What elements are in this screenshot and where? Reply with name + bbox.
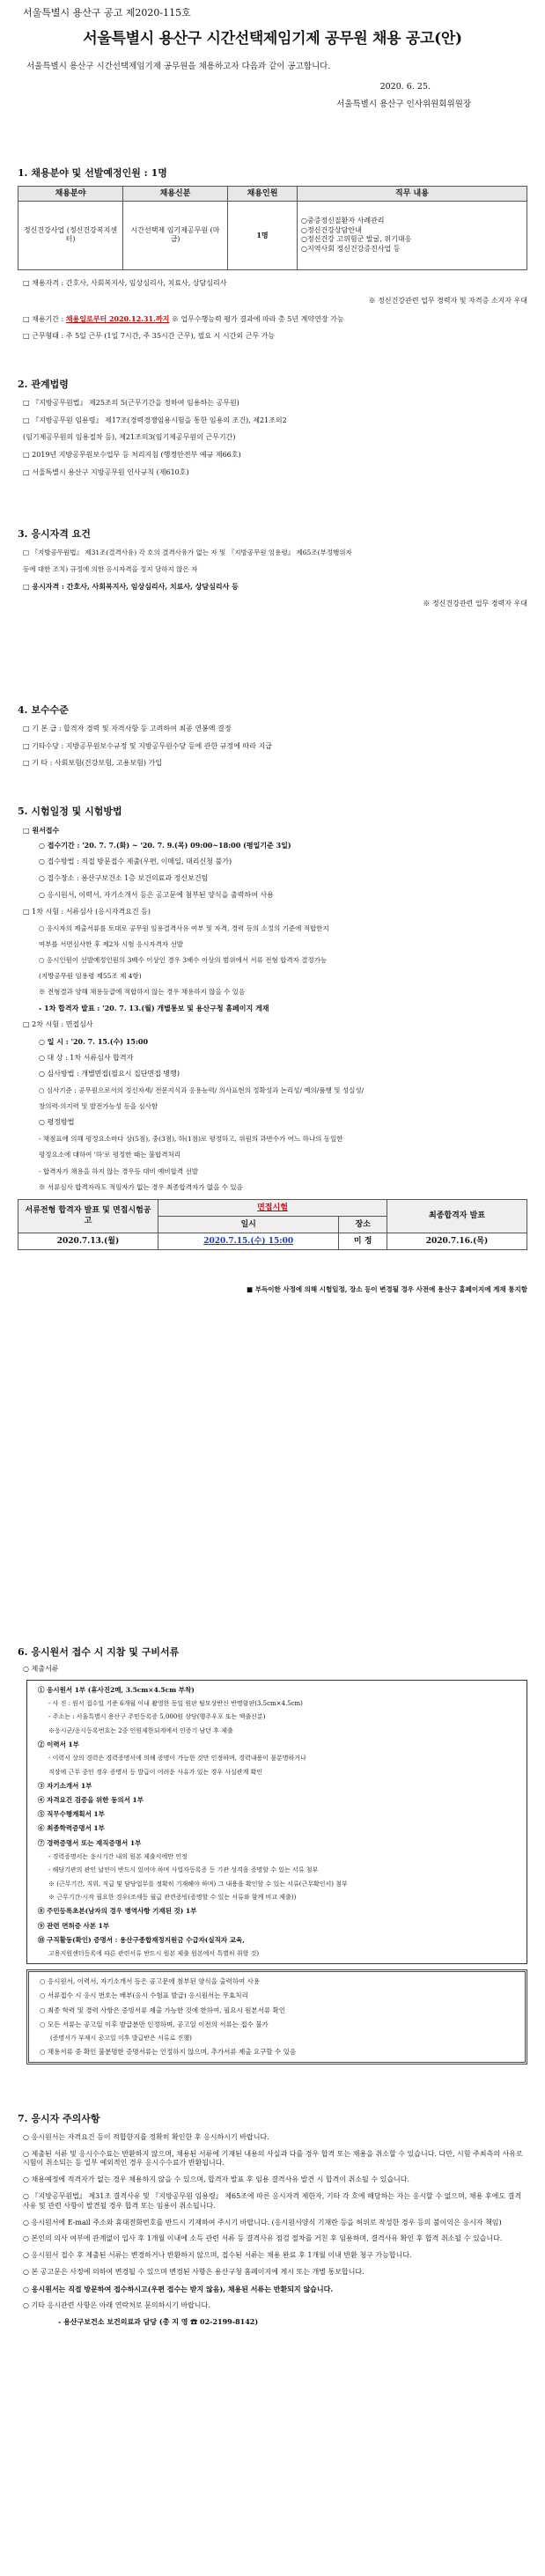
section-precautions bbox=[18, 2113, 527, 2334]
contact-info: - 용산구보건소 보건의료과 담당 (총 지 영 ☎ 02-2199-8142) bbox=[58, 2317, 259, 2327]
list-item: ○ 접수방법 : 직접 방문접수 제출(우편, 이메일, 대리신청 불가) bbox=[39, 857, 232, 866]
note-item: ○ 서류접수 시 응시 번호는 배부(응시 수험표 발급) 응시원서는 무효처리 bbox=[40, 1991, 248, 2000]
final-result-date: 2020.7.16.(목) bbox=[387, 1233, 527, 1250]
document-detail: - 해당기관의 관인 날인이 반드시 있어야 하며 사업자등록증 등 기관 성격을 증명할 수 있는 서류 첨부 bbox=[48, 1866, 319, 1874]
list-item: □ 『지방공무원법』 제25조의 5(근무기간을 정하여 임용하는 공무원) bbox=[23, 398, 239, 407]
section-documents bbox=[18, 1646, 527, 2064]
section-title: 4. 보수수준 bbox=[18, 704, 69, 716]
period-label: □ 채용기간 : bbox=[23, 314, 64, 323]
document-detail: ※ (근무기간, 직위, 직급 및 담당업무를 정확히 기재해야 하며) 그 내용을 확인할 수 있는 서류(근무확인서) 첨부 bbox=[48, 1880, 348, 1888]
list-item: ※ 정신건강관련 업무 경력자 우대 bbox=[423, 599, 527, 607]
sub-heading: □ 1차 시험 : 서류심사 (응시자격요건 등) bbox=[23, 907, 151, 916]
interview-time-header: 일시 bbox=[158, 1216, 339, 1233]
schedule-change-notice: ■ 부득이한 사정에 의해 시험일정, 장소 등이 변경될 경우 사전에 용산구 홈페이지에 게재 통지함 bbox=[247, 1285, 527, 1294]
precaution-item: ○ 『지방공무원법』 제31조 결격사유 및 『지방공무원 임용령』 제65조에 따른 응시자격 제한자, 기타 각 호에 해당하는 자는 응시할 수 없으며, 채용 후에도 결격사유 및 관련 사항이 발견될 경우 합격 또는 임용이 취소됩니다. bbox=[23, 2192, 522, 2210]
list-item: □ 채용자격 : 간호사, 사회복지사, 임상심리사, 치료사, 상담심리사 bbox=[23, 278, 227, 287]
document-item: ⑥ 최종학력증명서 1부 bbox=[38, 1824, 105, 1833]
issuing-organization: 서울특별시 용산구 인사위원회위원장 bbox=[336, 99, 471, 110]
section-title: 5. 시험일정 및 시험방법 bbox=[18, 806, 122, 817]
precaution-item: ○ 응시원서에 E-mail 주소와 휴대전화번호를 반드시 기재하여 주시기 바랍니다. (응시원서양식 기재란 등을 허위로 작성한 경우 등의 불이익은 응시자 책임) bbox=[23, 2218, 502, 2226]
documents-box bbox=[26, 1680, 527, 1965]
section-title: 3. 응시자격 요건 bbox=[18, 528, 91, 540]
list-item: ○ 평정방법 bbox=[39, 1118, 75, 1127]
document-item: ① 응시원서 1부 (휴사진2매, 3.5cm×4.5cm 부착) bbox=[38, 1685, 195, 1694]
count-cell: 1명 bbox=[228, 201, 298, 269]
document-detail: ※ 근무기간·시작 필요한 경우(조세등 월급 관련증빙(증명할 수 있는 서류와 함께 비교 제출)) bbox=[48, 1894, 297, 1902]
document-item: ② 이력서 1부 bbox=[38, 1741, 79, 1749]
list-item: □ 기타수당 : 지방공무원보수규정 및 지방공무원수당 등에 관한 규정에 따라 지급 bbox=[23, 741, 272, 750]
document-item: ④ 자격요건 검증을 위한 동의서 1부 bbox=[38, 1796, 144, 1805]
document-item: ③ 자기소개서 1부 bbox=[38, 1782, 92, 1791]
schedule-table bbox=[18, 1199, 527, 1250]
page-title: 서울특별시 용산구 시간선택제임기제 공무원 채용 공고(안) bbox=[83, 29, 462, 48]
field-cell: 정신건강사업 (정신건강복지센터) bbox=[18, 201, 123, 269]
section-title: 7. 응시자 주의사항 bbox=[18, 2113, 100, 2124]
precaution-item: ○ 기타 응시관련 사항은 아래 연락처로 문의하시기 바랍니다. bbox=[23, 2300, 210, 2309]
interview-place: 미 정 bbox=[339, 1233, 387, 1250]
col-header: 채용분야 bbox=[18, 186, 123, 201]
interview-time: 2020.7.15.(수) 15:00 bbox=[158, 1233, 339, 1250]
list-item: ○ 일 시 : '20. 7. 15.(수) 15:00 bbox=[39, 1036, 149, 1046]
document-detail: 고용지원센터등록에 따른 관련서류 반드시 원본 제출 원본에서 특별히 취할 것) bbox=[48, 1949, 260, 1957]
col-header: 직무 내용 bbox=[298, 186, 527, 201]
list-item: (지방공무원 임용령 제55조 제 4항) bbox=[39, 972, 142, 980]
list-item: ※ 정신건강관련 업무 경력자 및 자격증 소지자 우대 bbox=[368, 296, 527, 305]
interview-place-header: 장소 bbox=[339, 1216, 387, 1233]
col-header: 채용신분 bbox=[123, 186, 228, 201]
final-result-header: 최종합격자 발표 bbox=[387, 1199, 527, 1233]
list-item: ○ 응시원서, 이력서, 자기소개서 등은 공고문에 첨부된 양식을 출력하여 사용 bbox=[39, 891, 274, 900]
list-item: - 채점표에 의해 평정요소마다 상(5점), 중(3점), 하(1점)로 평정하고, 위원의 과반수가 어느 하나의 동일한 bbox=[39, 1135, 343, 1144]
section-laws bbox=[18, 379, 527, 478]
list-item: □ 기 타 : 사회보험(건강보험, 고용보험) 가입 bbox=[23, 759, 162, 768]
note-item: ○ 모든 서류는 공고일 이후 발급분만 인정하며, 공고일 이전의 서류는 접수 불가 bbox=[40, 2020, 269, 2028]
document-item: ⑧ 주민등록초본(남자의 경우 병역사항 기재된 것) 1부 bbox=[38, 1907, 197, 1916]
duty-item: ○정신건강 고위험군 발굴, 위기대응 bbox=[301, 235, 412, 244]
note-item: (증명서가 부재시 공고일 이후 발급받은 서류로 진행) bbox=[50, 2034, 192, 2042]
list-item: □ 2019년 지방공무원보수업무 등 처리지침 (행정안전부 예규 제66호) bbox=[23, 451, 241, 460]
document-detail: - 사 진 : 원서 접수일 기준 6개월 이내 촬영한 동일 원판 탈모상반신 반명함판(3.5cm×4.5cm) bbox=[48, 1699, 303, 1707]
document-detail: - 이력서 상의 경력은 경력증명서에 의해 증명이 가능한 것만 인정하며, 경력내용이 불분명하거나 bbox=[48, 1755, 306, 1763]
duties-cell bbox=[298, 201, 527, 269]
document-detail: 직장에 근무 중인 경우 증명서 등 발급이 어려운 사유가 있는 경우 사실관계 확인 bbox=[48, 1768, 263, 1776]
submission-notes-box bbox=[26, 1969, 527, 2064]
list-item: ○ 심사방법 : 개별면접(필요시 집단면접 병행) bbox=[39, 1070, 180, 1078]
recruitment-table bbox=[18, 186, 527, 270]
sub-heading: □ 원서접수 bbox=[23, 825, 60, 835]
document-item: ⑦ 경력증명서 또는 재직증명서 1부 bbox=[38, 1838, 142, 1847]
precaution-item: ○ 채용예정에 적격자가 없는 경우 채용하지 않을 수 있으며, 합격자 발표 후 임용 결격사유 발견 시 합격이 취소될 수 있습니다. bbox=[23, 2175, 410, 2184]
list-item: ○ 접수기간 : '20. 7. 7.(화) ~ '20. 7. 9.(목) 09:00~18:00 (평일기준 3일) bbox=[39, 840, 291, 850]
list-item: 평정요소에 대하여 '하'로 평정한 때는 불합격처리 bbox=[39, 1151, 180, 1159]
notice-date: 2020. 6. 25. bbox=[379, 81, 431, 92]
sub-heading: ○ 제출서류 bbox=[23, 1664, 59, 1673]
list-item: ○ 대 상 : 1차 서류심사 합격자 bbox=[39, 1053, 134, 1062]
section-recruitment bbox=[18, 167, 527, 342]
list-item: ○ 접수장소 : 용산구보건소 1층 보건의료과 정신보건팀 bbox=[39, 874, 209, 883]
document-detail: - 주소는 : 서울특별시 용산구 주민등록증 5,000원 상당(행주우포 또는 액출신분) bbox=[48, 1713, 266, 1721]
col-header: 채용인원 bbox=[228, 186, 298, 201]
notice-number: 서울특별시 용산구 공고 제2020-115호 bbox=[23, 7, 191, 18]
section-title: 2. 관계법령 bbox=[18, 379, 69, 390]
document-detail: ※응시군/응시등록번호는 2중 인원제한되게에서 인증기 남던 후 제출 bbox=[48, 1726, 233, 1734]
precaution-item: ○ 응시원서는 자격요건 등이 적합한지를 정확히 확인한 후 응시하시기 바랍니다. bbox=[23, 2132, 269, 2141]
list-item bbox=[23, 314, 527, 325]
list-item: □ 『지방공무원 임용령』 제17조(경력경쟁임용시험을 통한 임용의 조건), 제21조의2 bbox=[23, 416, 287, 424]
period-note: ※ 업무수행능력 평가 결과에 따라 총 5년 계약연장 가능 bbox=[169, 314, 344, 323]
doc-result-date: 2020.7.13.(월) bbox=[18, 1233, 158, 1250]
list-item: - 1차 합격자 발표 : '20. 7. 13.(월) 개별통보 및 용산구청 홈페이지 게재 bbox=[39, 1004, 269, 1013]
doc-result-header: 서류전형 합격자 발표 및 면접시험공고 bbox=[18, 1199, 158, 1233]
precaution-item: ○ 본인의 의사 여부에 관계없이 입사 후 1개월 이내에 소득 관련 서류 등 결격사유 점검 절차를 거친 후 임용하며, 결격사유 확인 후 합격 취소될 수 있습니다. bbox=[23, 2234, 503, 2243]
duty-item: ○지역사회 정신건강증진사업 등 bbox=[301, 245, 401, 254]
precaution-item: ○ 제출된 서류 및 응시수수료는 반환하지 않으며, 채용된 서류에 기재된 내용의 사실과 다를 경우 합격 또는 채용을 취소할 수 있습니다. 다만, 시험 주최측의 사유로 시험이 취소되는 등 일부 예외적인 경우 응시수수료가 반환됩니다. bbox=[23, 2149, 523, 2168]
section-title: 1. 채용분야 및 선발예정인원 : 1명 bbox=[18, 167, 167, 179]
list-item: □ 응시자격 : 간호사, 사회복지사, 임상심리사, 치료사, 상담심리사 등 bbox=[23, 582, 239, 592]
list-item: (임기제공무원의 임용절차 등), 제21조의3(임기제공무원의 근무기간) bbox=[23, 433, 236, 442]
list-item: ※ 서류심사 합격자라도 적임자가 없는 경우 최종합격자가 없을 수 있음 bbox=[39, 1182, 243, 1191]
list-item: 창의력·의지력 및 발전가능성 등을 심사함 bbox=[39, 1102, 158, 1111]
note-item: ○ 최종 학력 및 경력 사항은 증빙서류 제출 가능한 것에 한하여, 필요시 원본서류 확인 bbox=[40, 2006, 286, 2014]
document-item: ⑨ 관련 면허증 사본 1부 bbox=[38, 1921, 110, 1930]
list-item: □ 기 본 급 : 합격자 경력 및 자격사항 등 고려하여 최종 연봉액 결정 bbox=[23, 724, 232, 732]
precaution-item: ○ 본 공고문은 사정에 의하여 변경될 수 있으며 변경된 사항은 용산구청 홈페이지에 게시 또는 개별 통보합니다. bbox=[23, 2268, 365, 2277]
status-cell: 시간선택제 임기제공무원 (마급) bbox=[123, 201, 228, 269]
section-salary bbox=[18, 704, 527, 769]
lead-paragraph: 서울특별시 용산구 시간선택제임기제 공무원을 채용하고자 다음과 같이 공고합니다. bbox=[26, 61, 331, 71]
document-detail: - 경력증명서는 응시기간 내의 원본 제출서에만 인정 bbox=[48, 1852, 188, 1860]
list-item: ○ 심사기준 : 공무원으로서의 정신자세/ 전문지식과 응용능력/ 의사표현의 정확성과 논리성/ 예의/품행 및 성실성/ bbox=[39, 1086, 365, 1095]
interview-header: 면접시험 bbox=[158, 1199, 387, 1216]
precaution-item: ○ 응시원서 접수 후 제출된 서류는 변경하거나 반환하지 않으며, 접수된 서류는 채용 완료 후 1개월 이내 반환 청구 가능합니다. bbox=[23, 2251, 412, 2260]
list-item: □ 『지방공무원법』 제31조(결격사유) 각 호의 결격사유가 없는 자 및 『지방공무원 임용령』 제65조(부정행위자 bbox=[23, 548, 352, 556]
section-eligibility bbox=[18, 528, 527, 609]
duty-item: ○정신건강상담안내 bbox=[301, 225, 362, 234]
note-item: ○ 응시원서, 이력서, 자기소개서 등은 공고문에 첨부된 양식을 출력하여 사용 bbox=[40, 1977, 261, 1986]
precaution-item: ○ 응시원서는 직접 방문하여 접수하시고(우편 접수는 받지 않음), 채용된 서류는 반환되지 않습니다. bbox=[23, 2284, 334, 2293]
sub-heading: □ 2차 시험 : 면접심사 bbox=[23, 1020, 93, 1029]
document-item: ⑤ 직무수행계획서 1부 bbox=[38, 1810, 105, 1819]
list-item: ○ 응시자의 제출서류를 토대로 공무원 임용결격사유 여부 및 자격, 경력 등의 소정의 기준에 적합한지 bbox=[39, 924, 329, 932]
list-item: □ 근무형태 : 주 5일 근무 (1일 7시간, 주 35시간 근무), 필요 시 시간외 근무 가능 bbox=[23, 332, 276, 341]
duty-item: ○중증정신질환자 사례관리 bbox=[301, 216, 385, 224]
list-item: - 합격자가 채용을 하지 않는 경우등 대비 예비합격 선발 bbox=[39, 1167, 198, 1175]
period-highlight: 채용일로부터 2020.12.31.까지 bbox=[65, 313, 170, 323]
note-item: ○ 채용서류 중 확인 불분명한 증명서류는 인정하지 않으며, 추가서류 제출 요구할 수 있음 bbox=[40, 2048, 297, 2057]
list-item: 여부를 서면심사한 후 제2차 시험 응시자격자 선발 bbox=[39, 939, 183, 948]
list-item: □ 서울특별시 용산구 지방공무원 인사규칙 (제610호) bbox=[23, 468, 189, 477]
list-item: ※ 전형결과 양해 채용등급에 적합하지 않는 경우 채용하지 않을 수 있음 bbox=[39, 988, 246, 997]
section-title: 6. 응시원서 접수 시 지참 및 구비서류 bbox=[18, 1646, 180, 1658]
list-item: ○ 응시인원이 선발예정인원의 3배수 이상인 경우 3배수 이상의 범위에서 서류 전형 합격자 결정가능 bbox=[39, 955, 328, 964]
section-schedule bbox=[18, 806, 527, 1294]
list-item: 등에 대한 조치) 규정에 의한 응시자격을 정지 당하지 않은 자 bbox=[23, 564, 198, 573]
document-item: ⑩ 구직활동(확인) 증명서 : 용산구종합재정지원금 수급자(실직자 교육, bbox=[38, 1935, 245, 1944]
